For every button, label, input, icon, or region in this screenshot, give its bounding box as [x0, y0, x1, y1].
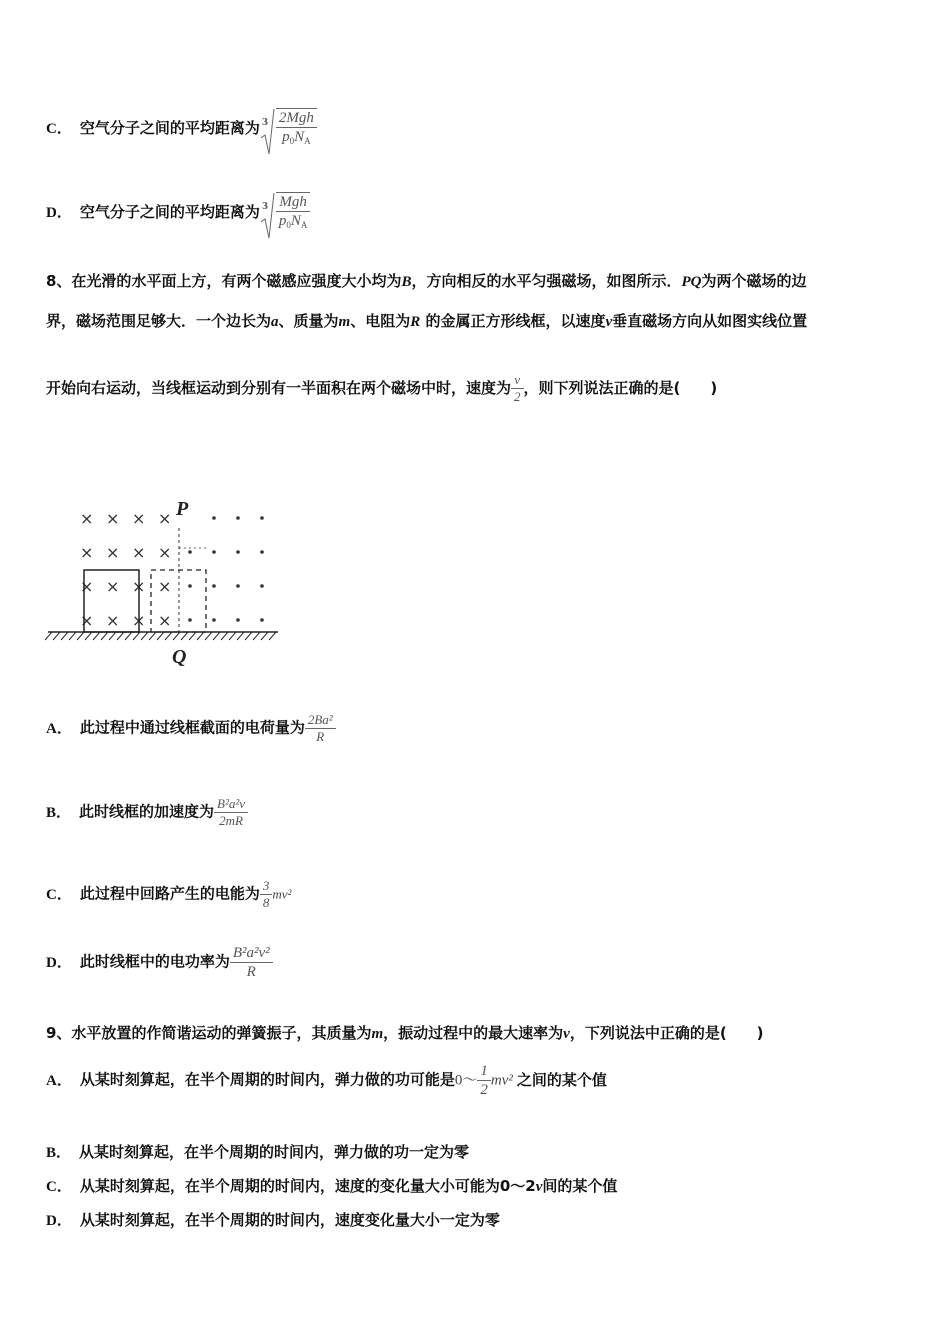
q9-option-b — [46, 1141, 469, 1162]
root-index: 3 — [261, 118, 269, 128]
ground-hatch — [245, 632, 252, 640]
field-cross: × — [106, 543, 120, 562]
text: ，方向相反的水平匀强磁场，如图所示． — [411, 272, 682, 290]
q8-option-b — [46, 796, 248, 829]
option-label: A． — [46, 1072, 72, 1089]
option-label: D． — [46, 1213, 72, 1229]
text: ，则下列说法正确的是( ) — [523, 379, 718, 397]
field-dot — [260, 584, 264, 588]
q8-option-a — [46, 712, 336, 745]
label-q: Q — [172, 646, 187, 668]
ground-hatch — [205, 632, 212, 640]
fraction-denominator: 2mR — [214, 812, 248, 829]
ground-hatch — [229, 632, 236, 640]
fraction-numerator: 2Mgh — [278, 110, 314, 126]
field-cross: × — [158, 577, 172, 596]
text: 的金属正方形线框，以速度 — [420, 312, 606, 330]
symbol-m: m — [371, 1026, 384, 1042]
ground-hatch — [45, 632, 52, 640]
ground-hatch — [53, 632, 60, 640]
text: 界，磁场范围足够大．一个边长为 — [46, 312, 272, 330]
field-cross: × — [158, 509, 172, 528]
cube-root-formula — [260, 108, 317, 150]
symbol-v: v — [535, 1179, 543, 1195]
formula-tail: mv² — [490, 1072, 513, 1089]
field-dot — [236, 618, 240, 622]
ground-hatch — [109, 632, 116, 640]
q9-option-a — [46, 1062, 607, 1099]
fraction-denominator: 2 — [511, 388, 524, 405]
option-text: 此时线框中的电功率为 — [79, 952, 230, 971]
option-text: 从某时刻算起，在半个周期的时间内，弹力做的功一定为零 — [79, 1143, 470, 1161]
option-text: 从某时刻算起，在半个周期的时间内，速度变化量大小一定为零 — [79, 1211, 500, 1229]
symbol-m: m — [338, 314, 351, 330]
text: 开始向右运动，当线框运动到分别有一半面积在两个磁场中时，速度为 — [46, 379, 512, 397]
field-cross: × — [80, 543, 94, 562]
magnetic-field-figure — [44, 490, 284, 670]
ground-hatch — [269, 632, 276, 640]
fraction-numerator: 2Ba² — [307, 712, 333, 727]
field-dot — [236, 550, 240, 554]
q8-stem-line1 — [46, 270, 807, 291]
field-cross: × — [106, 509, 120, 528]
label-p: P — [176, 498, 189, 520]
option-label: C． — [46, 121, 72, 137]
text: 为两个磁场的边 — [701, 272, 807, 290]
field-cross: × — [158, 543, 172, 562]
option-label: B． — [46, 804, 72, 821]
text: ，振动过程中的最大速率为 — [383, 1024, 564, 1042]
field-dot — [212, 584, 216, 588]
option-text: 空气分子之间的平均距离为 — [79, 203, 260, 221]
ground-hatch — [133, 632, 140, 640]
field-dot — [212, 618, 216, 622]
ground-hatch — [141, 632, 148, 640]
den-symbol: p — [282, 129, 290, 145]
fraction-numerator: B²a²v — [217, 796, 246, 811]
ground-hatch — [261, 632, 268, 640]
option-text: 空气分子之间的平均距离为 — [79, 119, 260, 137]
field-cross: × — [80, 577, 94, 596]
option-label: D． — [46, 954, 72, 971]
range-text: 0～2 — [499, 1177, 536, 1195]
ground-hatch — [149, 632, 156, 640]
field-dot — [188, 584, 192, 588]
field-cross: × — [80, 509, 94, 528]
fraction-denominator: 8 — [260, 894, 273, 911]
text: ，下列说法中正确的是( ) — [569, 1024, 764, 1042]
q7-option-c — [46, 108, 317, 150]
ground-hatch — [165, 632, 172, 640]
ground-hatch — [157, 632, 164, 640]
option-label: A． — [46, 720, 72, 737]
option-text: 此过程中通过线框截面的电荷量为 — [79, 718, 305, 737]
field-cross: × — [132, 543, 146, 562]
fraction-numerator: B²a²v² — [232, 945, 270, 961]
option-text: 从某时刻算起，在半个周期的时间内，弹力做的功可能是 — [79, 1070, 455, 1089]
field-dot — [236, 516, 240, 520]
q8-option-d — [46, 944, 273, 981]
fraction-numerator: Mgh — [279, 194, 307, 210]
field-dot — [260, 516, 264, 520]
root-index: 3 — [261, 202, 269, 212]
ground-hatch — [85, 632, 92, 640]
fraction-denominator: R — [305, 728, 336, 745]
den-subscript: 0 — [289, 136, 295, 146]
text: 、质量为 — [278, 312, 339, 330]
field-dot — [260, 618, 264, 622]
fraction-denominator: 2 — [477, 1080, 491, 1099]
ground-hatch — [237, 632, 244, 640]
field-dot — [236, 584, 240, 588]
q8-option-c — [46, 878, 291, 911]
fraction-numerator: v — [514, 372, 521, 387]
q9-option-d — [46, 1209, 500, 1230]
field-dot — [212, 550, 216, 554]
symbol-v: v — [563, 1026, 570, 1042]
ground-hatch — [213, 632, 220, 640]
symbol-pq: PQ — [681, 274, 702, 290]
range-start: 0～ — [454, 1072, 478, 1089]
ground-hatch — [61, 632, 68, 640]
option-text-after: 之间的某个值 — [516, 1070, 607, 1089]
field-dot — [260, 550, 264, 554]
field-dot — [212, 516, 216, 520]
den-subscript-a: A — [304, 136, 311, 146]
text: 8、在光滑的水平面上方，有两个磁感应强度大小均为 — [46, 272, 402, 290]
den-subscript: 0 — [286, 220, 291, 230]
field-cross: × — [106, 577, 120, 596]
q8-stem-line2 — [46, 310, 807, 331]
ground-hatch — [117, 632, 124, 640]
option-text-after: 间的某个值 — [542, 1177, 618, 1195]
option-text: 从某时刻算起，在半个周期的时间内，速度的变化量大小可能为 — [79, 1177, 500, 1195]
option-label: B． — [46, 1145, 72, 1161]
symbol-b: B — [401, 274, 412, 290]
option-text: 此时线框的加速度为 — [79, 802, 215, 821]
field-cross: × — [132, 577, 146, 596]
option-text: 此过程中回路产生的电能为 — [79, 884, 260, 903]
field-cross: × — [106, 611, 120, 630]
field-cross: × — [132, 611, 146, 630]
symbol-r: R — [410, 314, 421, 330]
q7-option-d — [46, 192, 310, 234]
fraction-denominator: R — [230, 962, 273, 981]
ground-hatch — [69, 632, 76, 640]
q9-option-c — [46, 1175, 617, 1196]
ground-hatch — [253, 632, 260, 640]
text: 垂直磁场方向从如图实线位置 — [612, 312, 808, 330]
den-symbol-n: N — [294, 129, 305, 145]
fraction-numerator: 1 — [480, 1063, 488, 1079]
q8-stem-line3 — [46, 372, 717, 405]
text: 、电阻为 — [350, 312, 411, 330]
ground-hatch — [181, 632, 188, 640]
field-dot — [188, 550, 192, 554]
field-cross: × — [132, 509, 146, 528]
text: 9、水平放置的作简谐运动的弹簧振子，其质量为 — [46, 1024, 372, 1042]
ground-hatch — [189, 632, 196, 640]
den-symbol: p — [278, 213, 287, 229]
fraction-numerator: 3 — [262, 878, 270, 893]
symbol-v: v — [605, 314, 613, 330]
ground-hatch — [221, 632, 228, 640]
den-subscript-a: A — [300, 220, 308, 230]
field-cross: × — [158, 611, 172, 630]
option-label: C． — [46, 1179, 72, 1195]
symbol-a: a — [271, 314, 279, 330]
ground-hatch — [101, 632, 108, 640]
field-dot — [188, 618, 192, 622]
formula-tail: mv² — [272, 886, 292, 902]
ground-hatch — [197, 632, 204, 640]
q9-stem — [46, 1022, 764, 1043]
ground-hatch — [93, 632, 100, 640]
option-label: D． — [46, 205, 72, 221]
ground-hatch — [77, 632, 84, 640]
cube-root-formula — [260, 192, 311, 234]
option-label: C． — [46, 886, 72, 903]
ground-hatch — [125, 632, 132, 640]
ground-hatch — [173, 632, 180, 640]
den-symbol-n: N — [290, 213, 301, 229]
field-cross: × — [80, 611, 94, 630]
